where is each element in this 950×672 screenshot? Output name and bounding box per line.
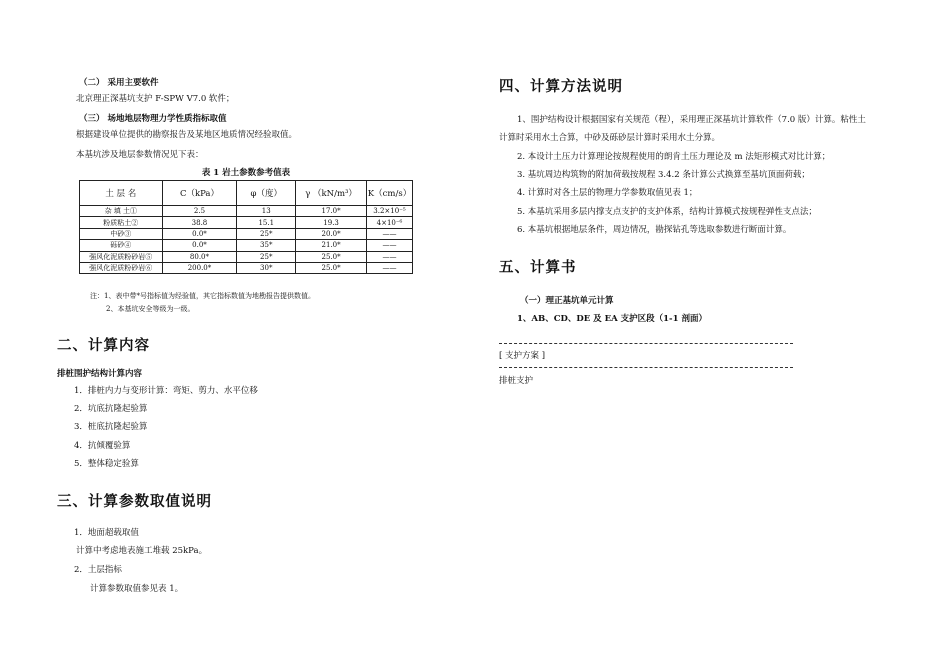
divider (499, 367, 793, 368)
list-item: 1．排桩内力与变形计算：弯矩、剪力、水平位移 (74, 386, 258, 396)
method-item-1b: 计算时采用水土合算，中砂及砾砂层计算时采用水土分算。 (499, 133, 721, 143)
table-cell: 25.0* (296, 262, 367, 273)
table-row (80, 206, 413, 217)
table-cell: 2.5 (162, 206, 237, 217)
support-scheme-value: 排桩支护 (499, 376, 534, 386)
section-params-title: 三、计算参数取值说明 (57, 493, 212, 510)
section-method-title: 四、计算方法说明 (499, 78, 623, 95)
section-params-heading: （三） 场地地层物理力学性质指标取值 (79, 114, 227, 124)
table-cell: —— (367, 262, 413, 273)
method-item: 3. 基坑周边构筑物的附加荷载按规程 3.4.2 条计算公式换算至基坑顶面荷载； (517, 170, 810, 180)
table-cell: 25.0* (296, 251, 367, 262)
table-header: 土 层 名 (80, 181, 163, 206)
table-cell: 19.3 (296, 217, 367, 228)
table-header: γ （kN/m³） (296, 181, 367, 206)
table-cell: 38.8 (162, 217, 237, 228)
table-cell: 3.2×10⁻⁵ (367, 206, 413, 217)
method-item: 6. 本基坑根据地层条件，周边情况，勘探钻孔等选取参数进行断面计算。 (517, 225, 792, 235)
section-content-title: 二、计算内容 (57, 337, 150, 354)
list-item: 5．整体稳定验算 (74, 459, 139, 469)
table-header: C（kPa） (162, 181, 237, 206)
section-software-heading: （二） 采用主要软件 (79, 78, 159, 88)
list-item: 3．桩底抗隆起验算 (74, 422, 148, 432)
table-note-2: 2、本基坑安全等级为一级。 (106, 305, 195, 313)
table-cell: 0.0* (162, 240, 237, 251)
table-row (80, 262, 413, 273)
table-header: K（cm/s） (367, 181, 413, 206)
table-cell: 25* (237, 228, 296, 239)
table-cell: 强风化泥质粉砂岩⑤ (80, 251, 163, 262)
table-cell: 杂 填 土① (80, 206, 163, 217)
method-item: 4. 计算时对各土层的物理力学参数取值见表 1； (517, 188, 698, 198)
table-cell: —— (367, 240, 413, 251)
table-cell: 21.0* (296, 240, 367, 251)
table-cell: 0.0* (162, 228, 237, 239)
table-cell: —— (367, 228, 413, 239)
param-item: 计算参数取值参见表 1。 (90, 584, 184, 594)
table-row (80, 251, 413, 262)
table-row (80, 228, 413, 239)
param-item: 计算中考虑地表施工堆载 25kPa。 (76, 546, 208, 556)
table-cell: 中砂③ (80, 228, 163, 239)
table-cell: 35* (237, 240, 296, 251)
list-item: 4．抗倾覆验算 (74, 441, 131, 451)
content-subheading: 排桩围护结构计算内容 (57, 369, 143, 379)
method-item-1a: 1、围护结构设计根据国家有关规范（程），采用理正深基坑计算软件（7.0 版）计算。粘性土 (517, 115, 866, 125)
table-cell: 80.0* (162, 251, 237, 262)
table-cell: 20.0* (296, 228, 367, 239)
method-item: 5. 本基坑采用多层内撑支点支护的支护体系，结构计算模式按规程弹性支点法； (517, 207, 817, 217)
table-cell: 200.0* (162, 262, 237, 273)
support-scheme-label: [ 支护方案 ] (499, 351, 546, 361)
table-cell: 13 (237, 206, 296, 217)
table-header: φ（度） (237, 181, 296, 206)
list-item: 2．坑底抗隆起验算 (74, 404, 148, 414)
software-line: 北京理正深基坑支护 F-SPW V7.0 软件； (76, 94, 235, 104)
table-row (80, 240, 413, 251)
table-note-1: 注：1、表中带*号指标值为经验值，其它指标数值为地勘报告提供数值。 (90, 292, 315, 300)
param-item: 2．土层指标 (74, 565, 122, 575)
params-line-2: 本基坑涉及地层参数情况见下表： (76, 150, 204, 160)
table-caption: 表 1 岩土参数参考值表 (201, 168, 291, 178)
table-cell: 25* (237, 251, 296, 262)
table-cell: 强风化泥质粉砂岩⑥ (80, 262, 163, 273)
table-cell: 粉质粘土② (80, 217, 163, 228)
table-cell: 4×10⁻⁶ (367, 217, 413, 228)
table-cell: 砾砂④ (80, 240, 163, 251)
method-item: 2. 本设计土压力计算理论按规程使用的朗肯土压力理论及 m 法矩形模式对比计算； (517, 152, 831, 162)
divider (499, 343, 793, 344)
params-line-1: 根据建设单位提供的勘察报告及某地区地质情况经验取值。 (76, 130, 298, 140)
table-cell: 15.1 (237, 217, 296, 228)
calc-subheading-2: 1、AB、CD、DE 及 EA 支护区段（1-1 剖面） (517, 314, 707, 324)
table-cell: 30* (237, 262, 296, 273)
table-header-row (80, 181, 413, 206)
table-cell: —— (367, 251, 413, 262)
section-calc-book-title: 五、计算书 (499, 259, 577, 276)
calc-subheading-1: （一）理正基坑单元计算 (520, 296, 614, 306)
table-row (80, 217, 413, 228)
param-item: 1．地面超载取值 (74, 528, 139, 538)
soil-parameter-table (79, 180, 413, 274)
table-cell: 17.0* (296, 206, 367, 217)
